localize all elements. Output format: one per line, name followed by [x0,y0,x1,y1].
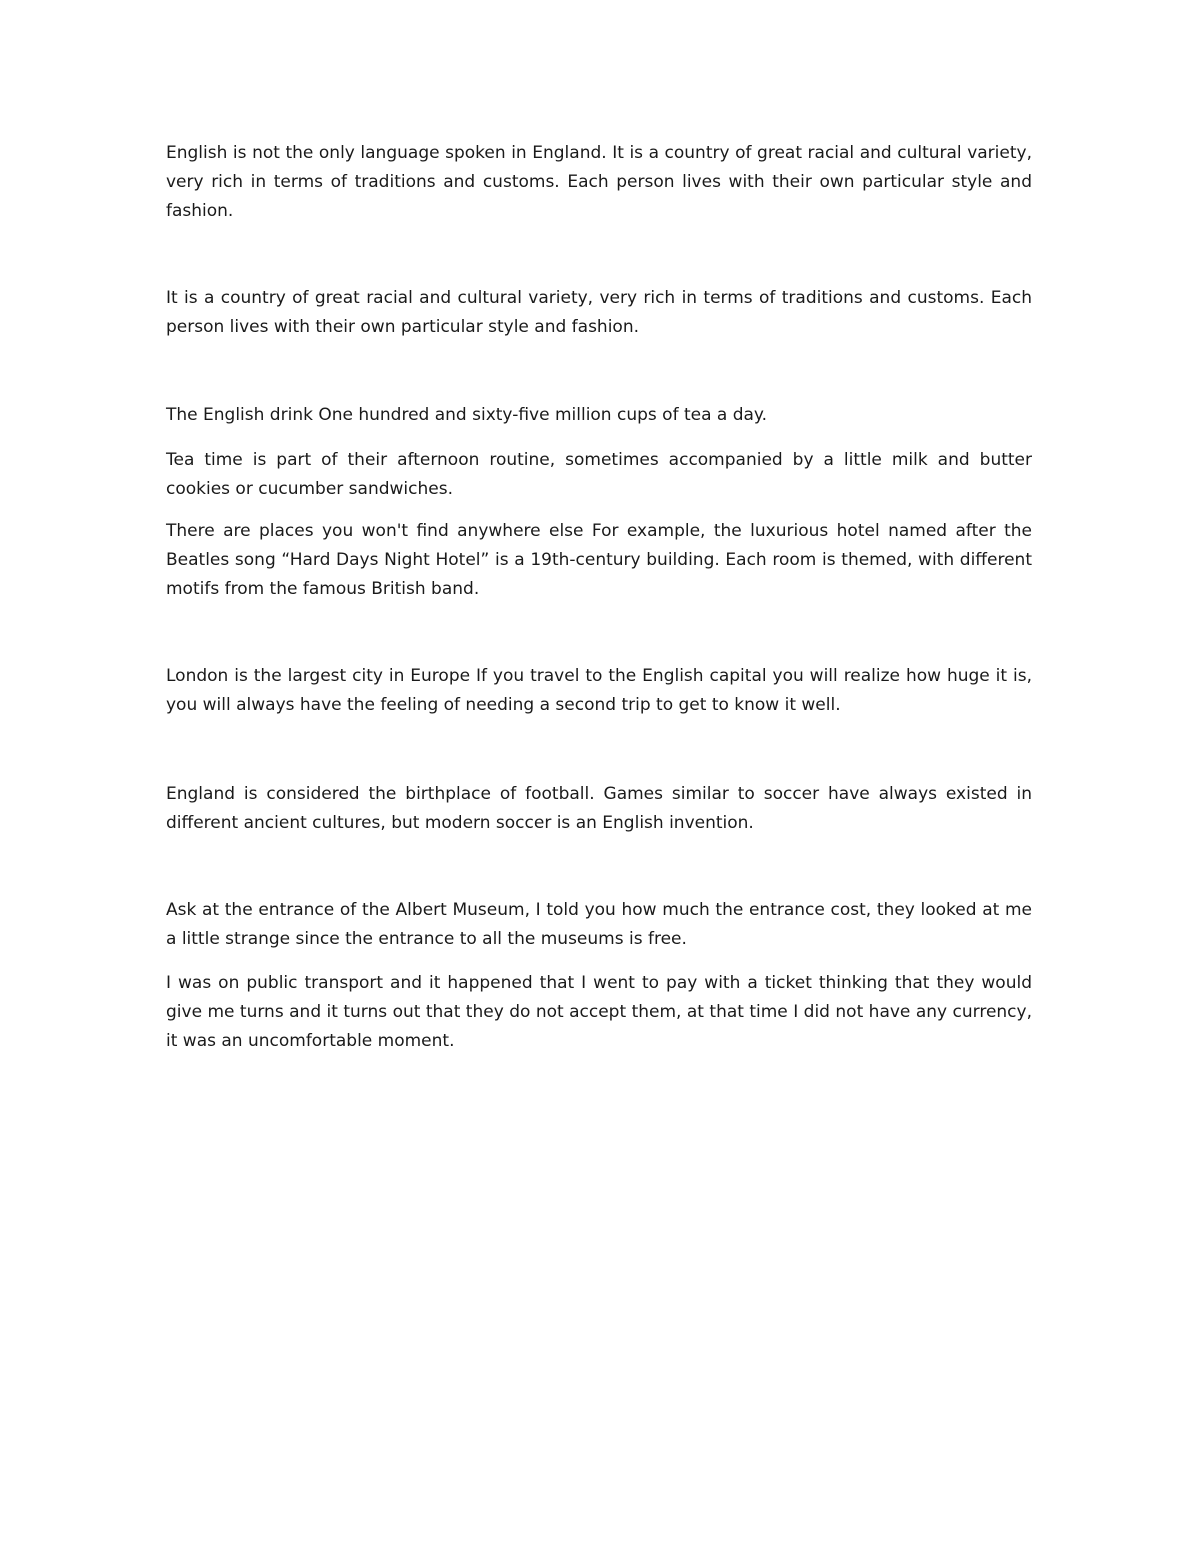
paragraph-public-transport: I was on public transport and it happened that I went to pay with a ticket thinking that they would give me turns and it turns out that they do not accept them, at that time I did not have any currency, it was an uncomfortable moment. [166,973,1032,1051]
paragraph-languages: English is not the only language spoken in England. It is a country of great racial and cultural variety, very rich in terms of traditions and customs. Each person lives with their own particular style and fashion. [166,143,1032,221]
paragraph-beatles-hotel: There are places you won't find anywhere else For example, the luxurious hotel named after the Beatles song “Hard Days Night Hotel” is a 19th-century building. Each room is themed, with different motifs from the famous British band. [166,521,1032,599]
paragraph-london: London is the largest city in Europe If you travel to the English capital you will realize how huge it is, you will always have the feeling of needing a second trip to get to know it well. [166,666,1032,715]
paragraph-cultural-variety: It is a country of great racial and cultural variety, very rich in terms of traditions and customs. Each person lives with their own particular style and fashion. [166,288,1032,337]
paragraph-tea-time: Tea time is part of their afternoon routine, sometimes accompanied by a little milk and butter cookies or cucumber sandwiches. [166,450,1032,499]
paragraph-albert-museum: Ask at the entrance of the Albert Museum, I told you how much the entrance cost, they looked at me a little strange since the entrance to all the museums is free. [166,900,1032,949]
paragraph-tea-consumption: The English drink One hundred and sixty-five million cups of tea a day. [166,405,767,425]
paragraph-football: England is considered the birthplace of football. Games similar to soccer have always existed in different ancient cultures, but modern soccer is an English invention. [166,784,1032,833]
